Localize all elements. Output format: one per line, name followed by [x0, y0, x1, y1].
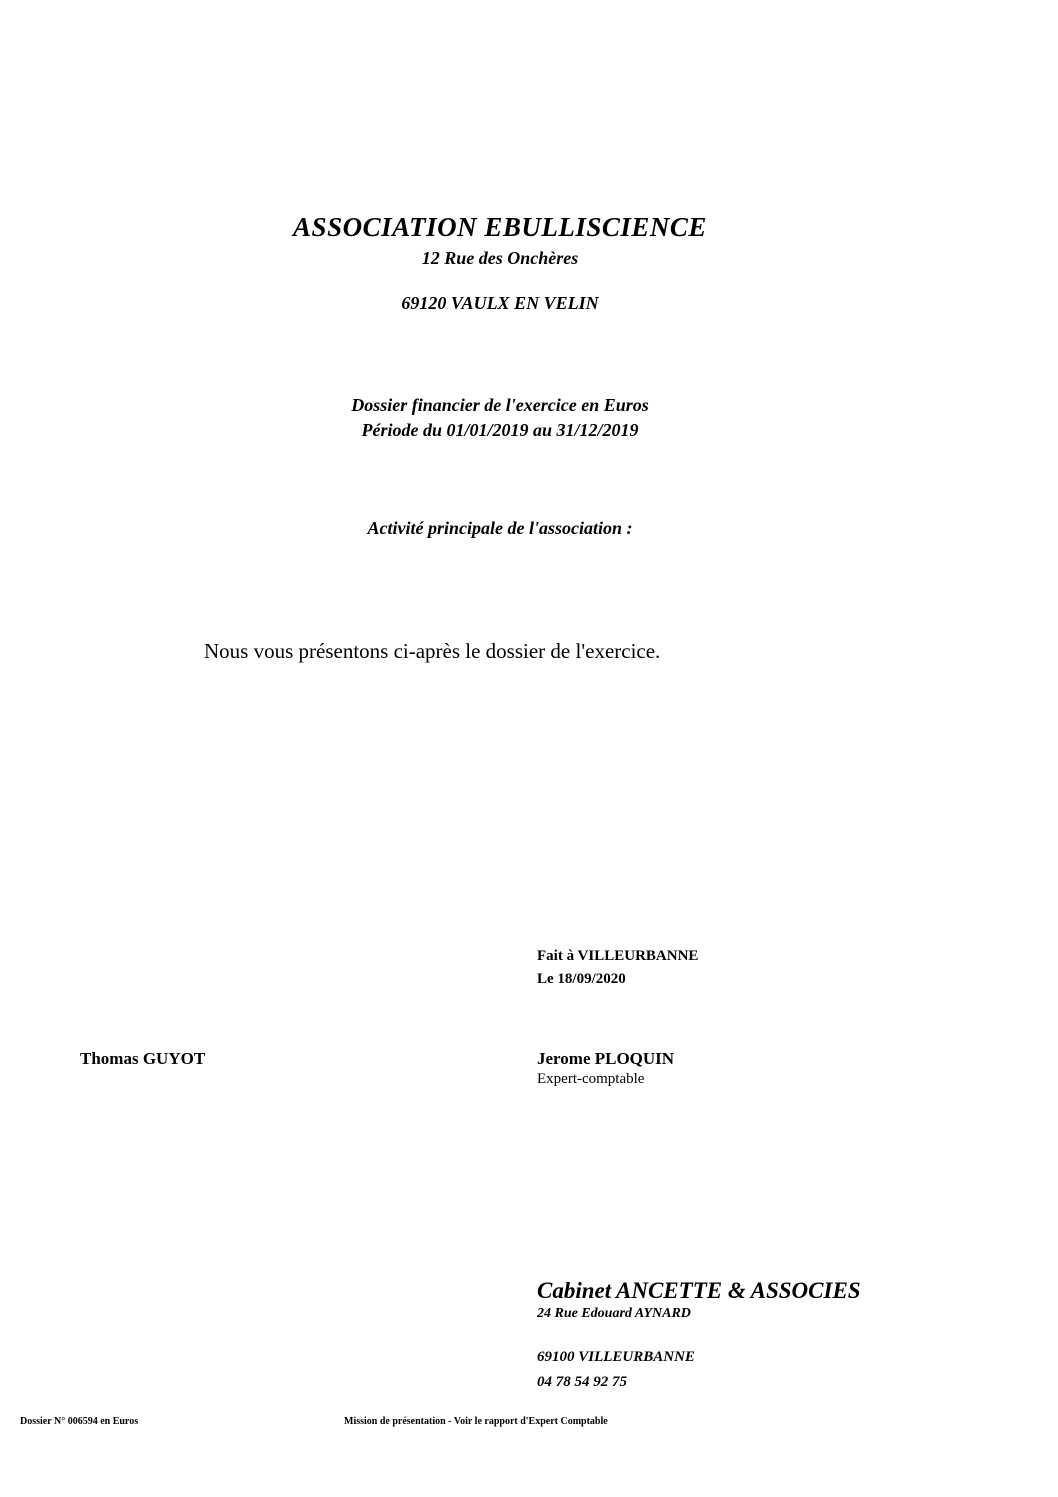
association-title: ASSOCIATION EBULLISCIENCE [293, 212, 707, 242]
cabinet-city: 69100 VILLEURBANNE [537, 1349, 695, 1365]
signature-place-date-block [537, 945, 698, 991]
footer-mission-note: Mission de présentation - Voir le rapport d'Expert Comptable [344, 1416, 608, 1427]
left-signatory-name: Thomas GUYOT [80, 1049, 206, 1068]
intro-sentence: Nous vous présentons ci-après le dossier de l'exercice. [204, 639, 661, 663]
association-address: 12 Rue des Onchères [421, 248, 579, 268]
right-signatory-title: Expert-comptable [537, 1071, 645, 1087]
signature-date-line: Le 18/09/2020 [537, 971, 626, 987]
cabinet-name: Cabinet ANCETTE & ASSOCIES [537, 1278, 861, 1303]
signature-place-line: Fait à VILLEURBANNE [537, 948, 699, 964]
cabinet-address: 24 Rue Edouard AYNARD [537, 1306, 691, 1321]
association-city: 69120 VAULX EN VELIN [401, 293, 599, 313]
cabinet-phone: 04 78 54 92 75 [537, 1374, 627, 1390]
dossier-title-line: Dossier financier de l'exercice en Euros [351, 395, 649, 415]
activity-label: Activité principale de l'association : [367, 518, 633, 538]
footer-dossier-number: Dossier N° 006594 en Euros [20, 1416, 139, 1427]
right-signatory-name: Jerome PLOQUIN [537, 1049, 675, 1068]
dossier-period-line: Période du 01/01/2019 au 31/12/2019 [361, 420, 639, 440]
